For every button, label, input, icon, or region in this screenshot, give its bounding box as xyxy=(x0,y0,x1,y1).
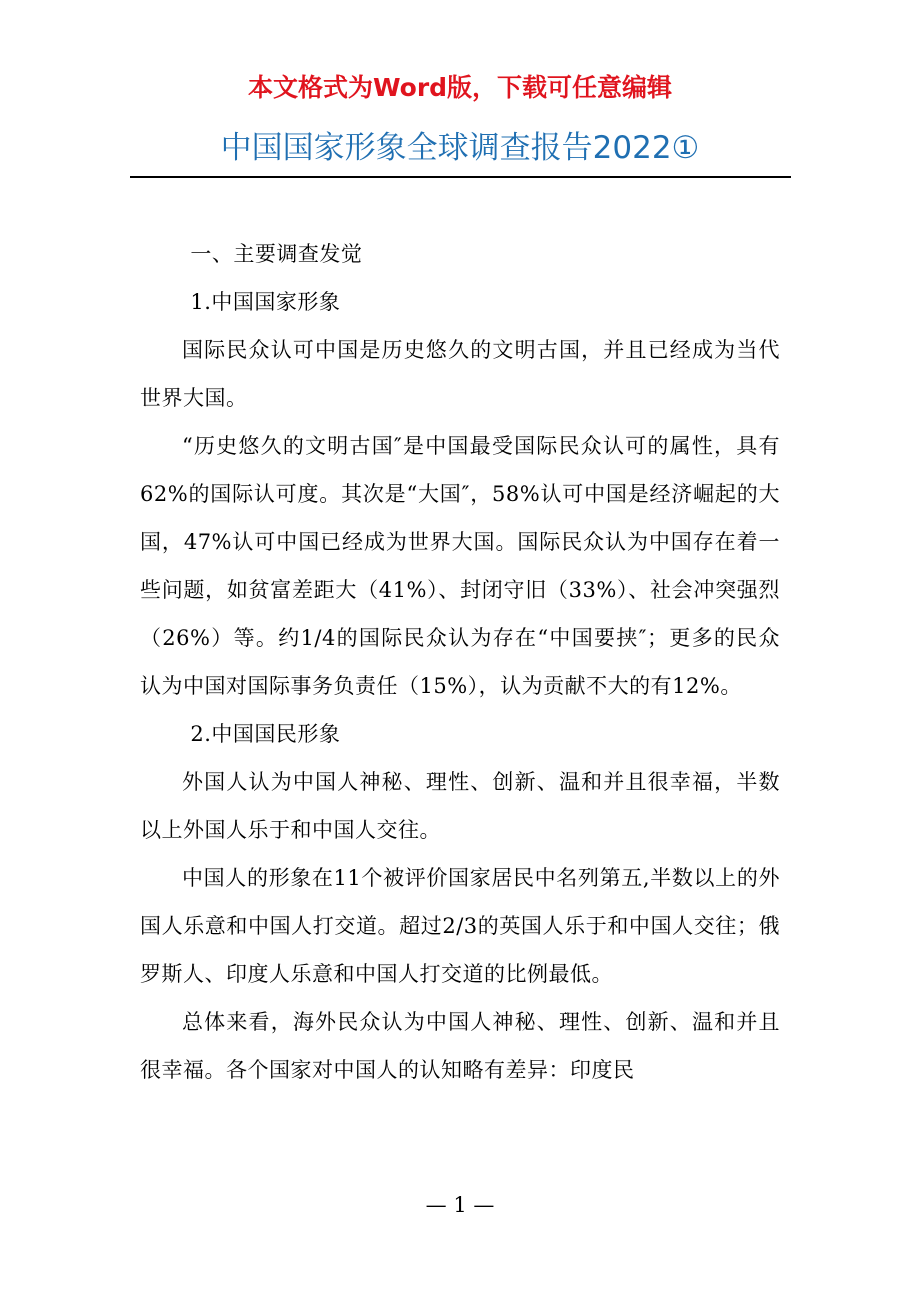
document-body xyxy=(140,230,780,1094)
paragraph: 总体来看，海外民众认为中国人神秘、理性、创新、温和并且很幸福。各个国家对中国人的认知略有差异：印度民 xyxy=(140,1010,780,1082)
download-notice: 本文格式为Word版，下载可任意编辑 xyxy=(247,73,673,102)
title-divider xyxy=(130,176,791,178)
paragraph: 中国人的形象在11个被评价国家居民中名列第五,半数以上的外国人乐意和中国人打交道。超过2/3的英国人乐于和中国人交往；俄罗斯人、印度人乐意和中国人打交道的比例最低。 xyxy=(140,866,780,986)
document-title: 中国国家形象全球调查报告2022① xyxy=(220,130,700,166)
paragraph: 国际民众认可中国是历史悠久的文明古国，并且已经成为当代世界大国。 xyxy=(140,338,780,410)
section-heading: 一、主要调查发觉 xyxy=(190,242,363,266)
paragraph: “历史悠久的文明古国″是中国最受国际民众认可的属性，具有62%的国际认可度。其次是“大国″，58%认可中国是经济崛起的大国，47%认可中国已经成为世界大国。国际民众认为中国存在着一些问题，如贫富差距大（41%）、封闭守旧（33%）、社会冲突强烈（26%）等。约1/4的国际民众认为存在“中国要挟″；更多的民众认为中国对国际事务负责任（15%），认为贡献不大的有12%。 xyxy=(140,434,780,698)
page-number: — 1 — xyxy=(425,1193,495,1217)
subsection-heading-citizen-image: 2.中国国民形象 xyxy=(190,722,341,746)
paragraph: 外国人认为中国人神秘、理性、创新、温和并且很幸福，半数以上外国人乐于和中国人交往。 xyxy=(140,770,780,842)
subsection-heading-national-image: 1.中国国家形象 xyxy=(190,290,341,314)
